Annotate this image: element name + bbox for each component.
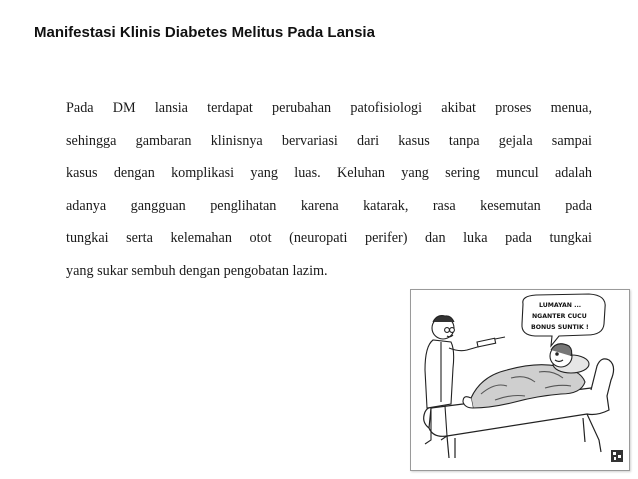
paragraph-line: adanya gangguan penglihatan karena katarak, rasa kesemutan pada [66,197,592,214]
paragraph-line: yang sukar sembuh dengan pengobatan lazim. [66,262,328,279]
body-paragraph [66,92,592,288]
paragraph-line: kasus dengan komplikasi yang luas. Keluhan yang sering muncul adalah [66,165,592,182]
paragraph-line: tungkai serta kelemahan otot (neuropati perifer) dan luka pada tungkai [66,230,592,247]
slide-title: Manifestasi Klinis Diabetes Melitus Pada Lansia [34,24,375,41]
paragraph-line: Pada DM lansia terdapat perubahan patofisiologi akibat proses menua, [66,100,592,116]
artist-mark [611,450,623,462]
speech-bubble [522,294,605,346]
speech-line: NGANTER CUCU [532,313,587,320]
paragraph-line: sehingga gambaran klinisnya bervariasi dari kasus tanpa gejala sampai [66,132,592,149]
cartoon-illustration [410,289,630,471]
speech-line: BONUS SUNTIK ! [531,324,589,331]
speech-line: LUMAYAN ... [539,302,582,309]
cartoon-drawing [411,290,629,470]
